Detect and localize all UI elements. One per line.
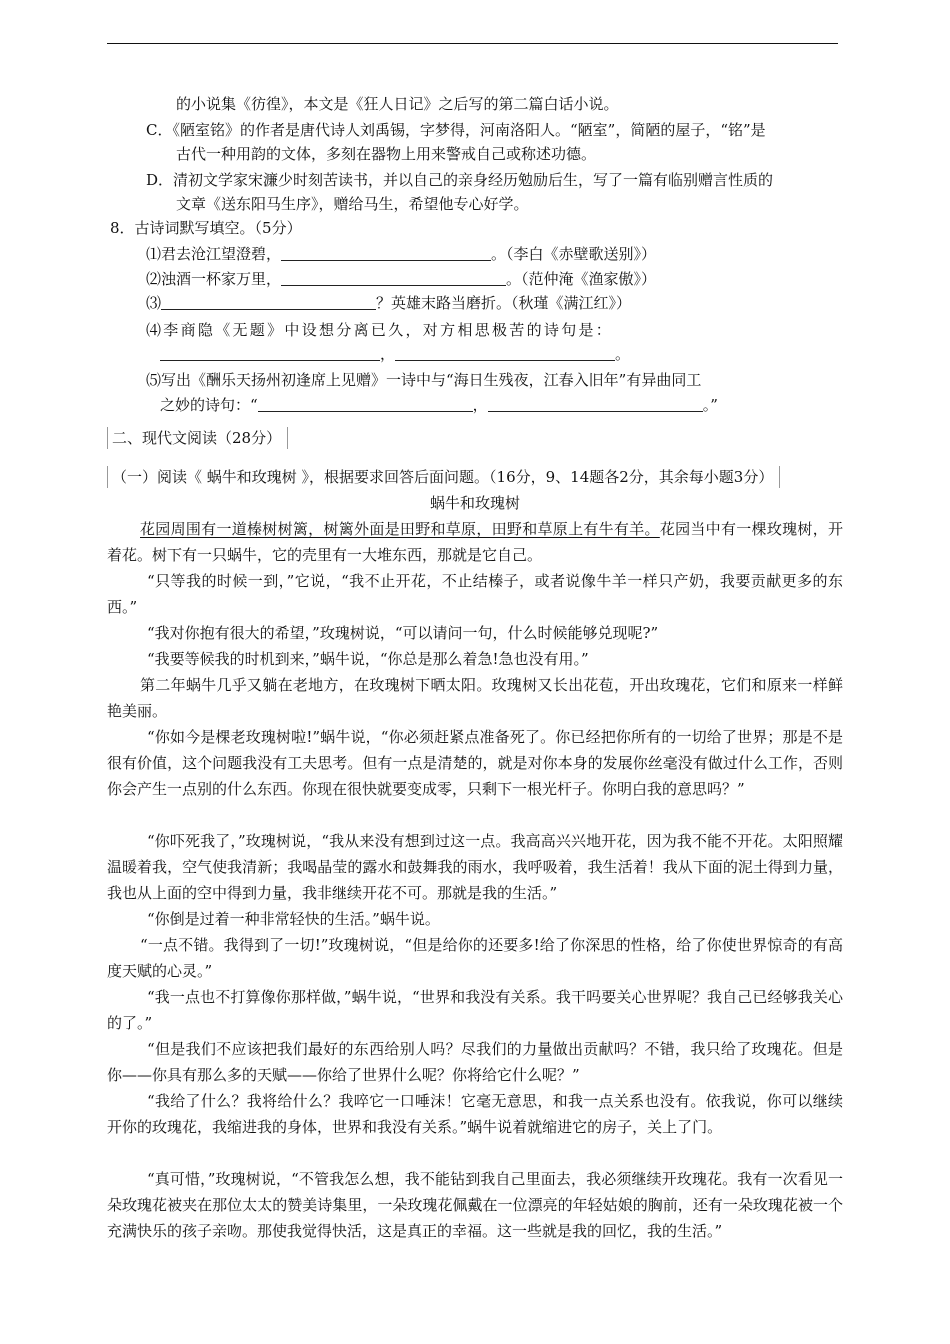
q8-item-5-answer [160, 395, 718, 415]
article-paragraph-3: “我对你抱有很大的希望，”玫瑰树说，“可以请问一句，什么时候能够兑现呢?” [147, 624, 659, 642]
q7-option-b-continued: 的小说集《彷徨》，本文是《狂人日记》之后写的第二篇白话小说。 [176, 95, 619, 113]
q8-item-3-blank[interactable] [161, 293, 376, 310]
section-2-heading: 二、现代文阅读（28分） [107, 427, 288, 449]
article-paragraph-4: “我要等候我的时机到来，”蜗牛说，“你总是那么着急!急也没有用。” [147, 650, 589, 668]
article-paragraph-10: “我一点也不打算像你那样做，”蜗牛说，“世界和我没有关系。我干吗要关心世界呢？我自己已经够我关心的了。” [107, 988, 843, 1032]
q7-option-d-line1: D．清初文学家宋濂少时刻苦读书，并以自己的亲身经历勉励后生，写了一篇有临别赠言性质的 [146, 171, 774, 189]
q8-item-1-source: 。（李白《赤壁歌送别》） [491, 245, 657, 263]
header-rule [107, 43, 838, 44]
q8-item-5-end: 。” [702, 396, 718, 414]
q8-item-1 [146, 244, 656, 264]
q8-item-5-blank-1[interactable] [258, 395, 473, 412]
q8-item-4-separator: ， [380, 345, 396, 363]
q8-item-1-prompt: ⑴君去沧江望澄碧， [146, 245, 282, 263]
article-paragraph-12: “我给了什么？我将给什么？我啐它一口唾沫！它毫无意思，和我一点关系也没有。依我说，你可以继续开你的玫瑰花，我缩进我的身体，世界和我没有关系。”蜗牛说着就缩进它的房子，关上了门。 [107, 1092, 843, 1136]
section-2-part-1-intro: （一）阅读《 蜗牛和玫瑰树 》，根据要求回答后面问题。（16分，9、14题各2分，其余每小题3分） [107, 466, 780, 488]
q7-option-c-line1: C．《陋室铭》的作者是唐代诗人刘禹锡，字梦得，河南洛阳人。“陋室”，简陋的屋子，“铭”是 [146, 121, 766, 139]
article-paragraph-9: “一点不错。我得到了一切!”玫瑰树说，“但是给你的还要多!给了你深思的性格，给了你使世界惊奇的有高度天赋的心灵。” [107, 936, 843, 980]
q8-item-5-lead: 之妙的诗句：“ [160, 396, 258, 414]
article-paragraph-6: “你如今是棵老玫瑰树啦!”蜗牛说，“你必须赶紧点准备死了。你已经把你所有的一切给了世界；那是不是很有价值，这个问题我没有工夫思考。但有一点是清楚的，就是对你本身的发展你丝毫没有做过什么工作，否则你会产生一点别的什么东西。你现在很快就要变成零，只剩下一根光杆子。你明白我的意思吗？” [107, 728, 843, 798]
article-paragraph-11: “但是我们不应该把我们最好的东西给别人吗？尽我们的力量做出贡献吗？不错，我只给了玫瑰花。但是你——你具有那么多的天赋——你给了世界什么呢？你将给它什么呢？” [107, 1040, 843, 1084]
q8-item-4-end: 。 [615, 345, 631, 363]
q8-item-2-source: 。（范仲淹《渔家傲》） [506, 270, 657, 288]
article-paragraph-2: “只等我的时候一到，”它说，“我不止开花，不止结榛子，或者说像牛羊一样只产奶，我要贡献更多的东西。” [107, 572, 843, 616]
q7-option-d-line2: 文章《送东阳马生序》，赠给马生，希望他专心好学。 [176, 195, 529, 213]
q8-item-4-blank-2[interactable] [395, 344, 615, 361]
q8-item-5-blank-2[interactable] [488, 395, 703, 412]
article-paragraph-13: “真可惜，”玫瑰树说，“不管我怎么想，我不能钻到我自己里面去，我必须继续开玫瑰花。我有一次看见一朵玫瑰花被夹在那位太太的赞美诗集里，一朵玫瑰花佩戴在一位漂亮的年轻姑娘的胸前，还有一朵玫瑰花被一个充满快乐的孩子亲吻。那使我觉得快活，这是真正的幸福。这一些就是我的回忆，我的生活。” [107, 1170, 843, 1240]
q8-item-3-source: ？英雄末路当磨折。（秋瑾《满江红》） [376, 294, 632, 312]
q8-heading: 8．古诗词默写填空。（5分） [110, 219, 302, 237]
article-paragraph-8: “你倒是过着一种非常轻快的生活。”蜗牛说。 [147, 910, 440, 928]
q8-item-4-answer [160, 344, 630, 364]
article-paragraph-7: “你吓死我了，”玫瑰树说，“我从来没有想到过这一点。我高高兴兴地开花，因为我不能不开花。太阳照耀温暖着我，空气使我清新；我喝晶莹的露水和鼓舞我的雨水，我呼吸着，我生活着！我从下面的泥土得到力量，我也从上面的空中得到力量，我非继续开花不可。那就是我的生活。” [107, 832, 843, 902]
underlined-sentence: 花园周围有一道榛树树篱，树篱外面是田野和草原，田野和草原上有牛有羊。 [140, 520, 660, 538]
q8-item-4-blank-1[interactable] [160, 344, 380, 361]
q8-item-5-separator: ， [472, 396, 488, 414]
q8-item-4-prompt: ⑷李商隐《无题》中设想分离已久，对方相思极苦的诗句是： [146, 321, 614, 339]
q8-item-2 [146, 269, 656, 289]
q8-item-5-prompt: ⑸写出《酬乐天扬州初逢席上见赠》一诗中与“海日生残夜，江春入旧年”有异曲同工 [146, 371, 702, 389]
article-title: 蜗牛和玫瑰树 [429, 494, 520, 512]
paragraph-1-rest: 花园当中有一棵玫瑰树，开着花。树下有一只蜗牛，它的壳里有一大堆东西，那就是它自己。 [107, 520, 843, 564]
q8-item-1-blank[interactable] [281, 244, 491, 261]
article-paragraph-5: 第二年蜗牛几乎又躺在老地方，在玫瑰树下晒太阳。玫瑰树又长出花苞，开出玫瑰花，它们和原来一样鲜艳美丽。 [107, 676, 843, 720]
article-paragraph-1 [107, 516, 843, 568]
q8-item-2-blank[interactable] [281, 269, 506, 286]
q8-item-2-prompt: ⑵浊酒一杯家万里， [146, 270, 282, 288]
q8-item-3 [146, 293, 631, 313]
q8-item-3-number: ⑶ [146, 294, 162, 312]
q7-option-c-line2: 古代一种用韵的文体，多刻在器物上用来警戒自己或称述功德。 [176, 145, 597, 163]
